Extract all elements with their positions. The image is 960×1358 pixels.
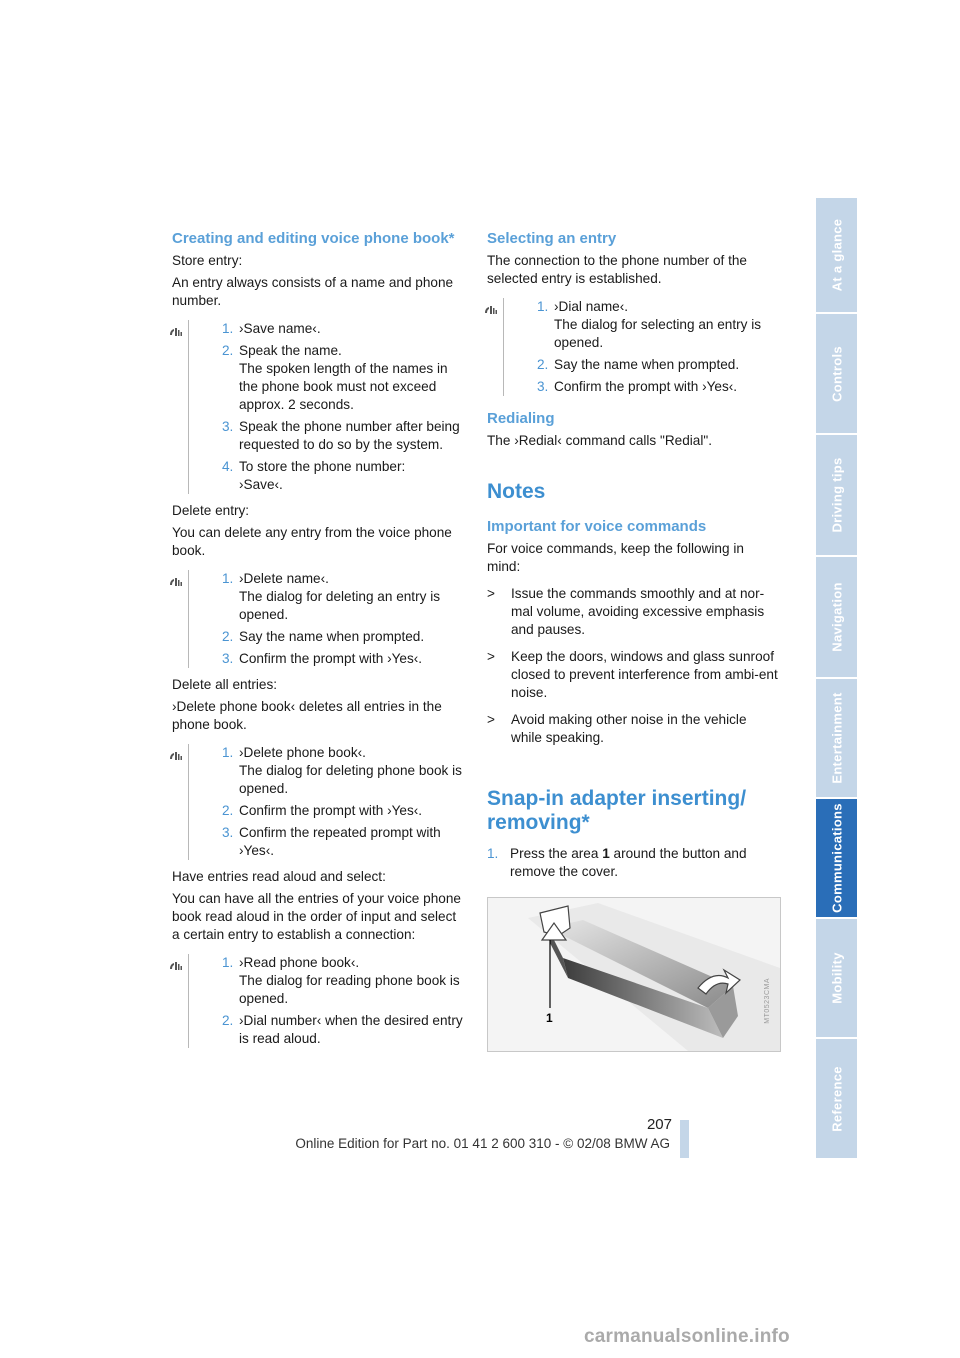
heading-redialing: Redialing bbox=[487, 410, 555, 427]
read-step-2: 2. ›Dial number‹ when the desired entry is read aloud. bbox=[222, 1013, 463, 1046]
redialing-desc: The ›Redial‹ command calls "Redial". bbox=[487, 433, 712, 448]
select-step-3: 3. Confirm the prompt with ›Yes‹. bbox=[537, 379, 738, 394]
tab-entertainment[interactable]: Entertainment bbox=[816, 679, 857, 797]
read-steps bbox=[188, 954, 464, 1048]
tab-mobility[interactable]: Mobility bbox=[816, 919, 857, 1037]
store-entry-label: Store entry: bbox=[172, 253, 243, 268]
store-step-3: 3. Speak the phone number after being requested to do so by the system. bbox=[222, 419, 460, 452]
delete-all-step-1: 1. ›Delete phone book‹. The dialog for deleting phone book is opened. bbox=[222, 745, 462, 796]
tab-driving-tips[interactable]: Driving tips bbox=[816, 435, 857, 555]
store-entry-desc: An entry always consists of a name and phone number. bbox=[172, 275, 454, 308]
tab-communications[interactable]: Communications bbox=[816, 799, 857, 917]
right-column bbox=[487, 230, 779, 1052]
delete-steps bbox=[188, 570, 464, 668]
tab-at-a-glance[interactable]: At a glance bbox=[816, 198, 857, 312]
delete-all-desc: ›Delete phone book‹ deletes all entries in the phone book. bbox=[172, 699, 442, 732]
read-step-1: 1. ›Read phone book‹. The dialog for reading phone book is opened. bbox=[222, 955, 460, 1006]
read-aloud-desc: You can have all the entries of your voice phone book read aloud in the order of input and select a certain entry to establish a connection: bbox=[172, 891, 461, 942]
note-bullet-2: > Keep the doors, windows and glass sunroof closed to prevent interference from ambi-ent noise. bbox=[487, 649, 778, 700]
tab-controls[interactable]: Controls bbox=[816, 314, 857, 433]
note-bullet-1: > Issue the commands smoothly and at nor-mal volume, avoiding excessive emphasis and pauses. bbox=[487, 586, 765, 637]
delete-step-3: 3. Confirm the prompt with ›Yes‹. bbox=[222, 651, 423, 666]
note-bullet-3: > Avoid making other noise in the vehicle while speaking. bbox=[487, 712, 747, 745]
section-tabs bbox=[816, 198, 857, 1160]
heading-snap-in-adapter: Snap-in adapter inserting/ removing* bbox=[487, 787, 747, 834]
store-step-2: 2. Speak the name. The spoken length of the names in the phone book must not exceed approx. 2 seconds. bbox=[222, 343, 448, 412]
watermark: carmanualsonline.info bbox=[584, 1326, 790, 1347]
select-step-1: 1. ›Dial name‹. The dialog for selecting an entry is opened. bbox=[537, 299, 762, 350]
snap-in-adapter-figure bbox=[487, 897, 781, 1052]
delete-entry-label: Delete entry: bbox=[172, 503, 250, 518]
selecting-desc: The connection to the phone number of the selected entry is established. bbox=[487, 253, 747, 286]
tab-navigation[interactable]: Navigation bbox=[816, 557, 857, 677]
footer-edition: Online Edition for Part no. 01 41 2 600 310 - © 02/08 BMW AG bbox=[295, 1136, 670, 1151]
voice-command-icon bbox=[169, 326, 185, 340]
heading-notes: Notes bbox=[487, 480, 546, 503]
select-steps bbox=[503, 298, 779, 396]
select-step-2: 2. Say the name when prompted. bbox=[537, 357, 740, 372]
voice-command-icon bbox=[169, 750, 185, 764]
delete-step-1: 1. ›Delete name‹. The dialog for deleting an entry is opened. bbox=[222, 571, 441, 622]
read-aloud-label: Have entries read aloud and select: bbox=[172, 869, 386, 884]
heading-voice-phone-book: Creating and editing voice phone book* bbox=[172, 230, 455, 247]
heading-important-voice: Important for voice commands bbox=[487, 518, 707, 535]
important-desc: For voice commands, keep the following in mind: bbox=[487, 541, 744, 574]
left-column bbox=[172, 230, 464, 1056]
voice-command-icon bbox=[169, 576, 185, 590]
delete-all-step-2: 2. Confirm the prompt with ›Yes‹. bbox=[222, 803, 423, 818]
delete-all-steps bbox=[188, 744, 464, 860]
delete-all-step-3: 3. Confirm the repeated prompt with ›Yes‹. bbox=[222, 825, 441, 858]
snap-step-1: 1. Press the area 1 around the button and remove the cover. bbox=[487, 846, 747, 879]
figure-code: MT0523CMA bbox=[764, 978, 771, 1024]
store-step-1: 1. ›Save name‹. bbox=[222, 321, 321, 336]
store-step-4: 4. To store the phone number: ›Save‹. bbox=[222, 459, 406, 492]
store-steps bbox=[188, 320, 464, 494]
page-marker-bar bbox=[680, 1120, 689, 1158]
voice-command-icon bbox=[484, 304, 500, 318]
voice-command-icon bbox=[169, 960, 185, 974]
figure-label-1: 1 bbox=[546, 1011, 553, 1025]
delete-step-2: 2. Say the name when prompted. bbox=[222, 629, 425, 644]
adapter-illustration bbox=[488, 898, 780, 1051]
heading-selecting-entry: Selecting an entry bbox=[487, 230, 617, 247]
tab-reference[interactable]: Reference bbox=[816, 1039, 857, 1158]
delete-all-label: Delete all entries: bbox=[172, 677, 278, 692]
delete-entry-desc: You can delete any entry from the voice phone book. bbox=[172, 525, 452, 558]
page-number: 207 bbox=[646, 1116, 672, 1133]
